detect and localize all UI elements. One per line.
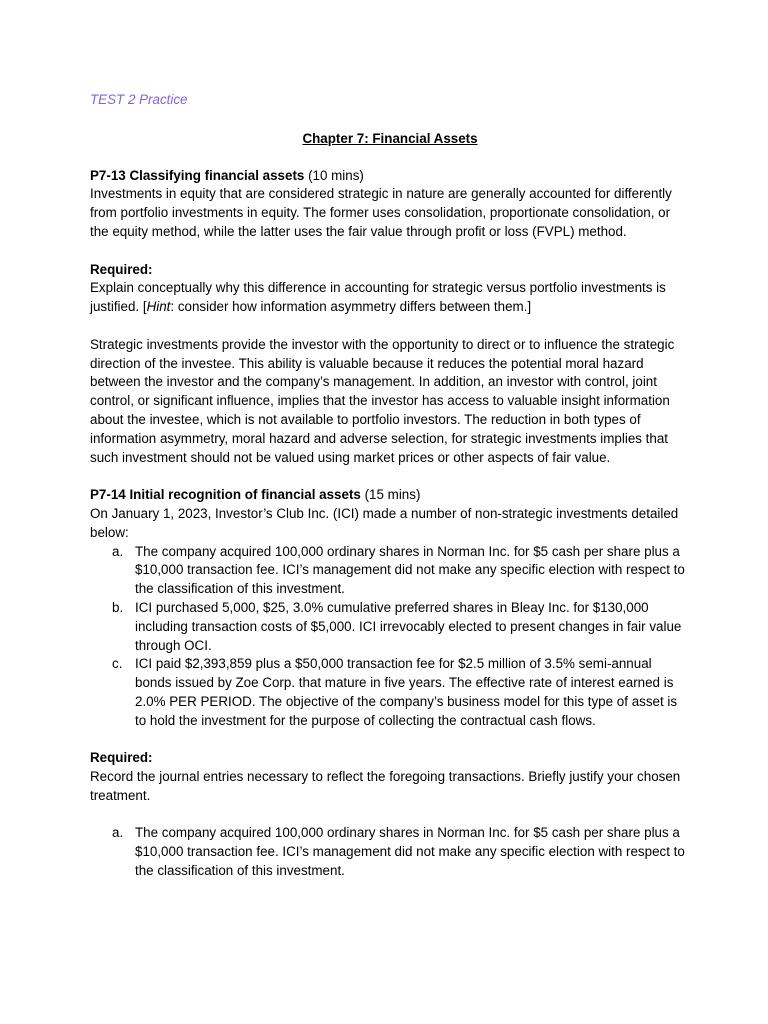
list-marker: b.	[112, 599, 124, 615]
answer-list	[90, 824, 690, 880]
required-label: Required:	[90, 261, 153, 277]
problem-time: (15 mins)	[360, 487, 421, 503]
required-text-part: : consider how information asymmetry differs between them.]	[170, 299, 532, 315]
list-item	[90, 599, 690, 655]
hint-word: Hint	[146, 299, 171, 315]
list-item-text: The company acquired 100,000 ordinary shares in Norman Inc. for $5 cash per share plus a $10,000 transaction fee. ICI’s management did not make any specific election with respect to the classification of this investment.	[135, 825, 685, 879]
list-marker: c.	[112, 656, 123, 672]
list-item-text: The company acquired 100,000 ordinary shares in Norman Inc. for $5 cash per share plus a $10,000 transaction fee. ICI’s management did not make any specific election with respect to the classification of this investment.	[135, 543, 685, 597]
answer-text: Strategic investments provide the investor with the opportunity to direct or to influence the strategic direction of the investee. This ability is valuable because it reduces the potential moral hazard between the investor and the company’s management. In addition, an investor with control, joint control, or significant influence, implies that the investor has access to valuable insight information about the investee, which is not available to portfolio investors. The reduction in both types of information asymmetry, moral hazard and adverse selection, for strategic investments implies that such investment should not be valued using market prices or other aspects of fair value.	[90, 336, 675, 465]
list-marker: a.	[112, 543, 124, 559]
problem-heading-p7-13	[90, 167, 690, 186]
document-subtitle: TEST 2 Practice	[90, 92, 188, 107]
list-item	[90, 824, 690, 880]
problem-body: Investments in equity that are considered strategic in nature are generally accounted for differently from portfolio investments in equity. The former uses consolidation, proportionate consolidation, or the equity method, while the latter uses the fair value through profit or loss (FVPL) method.	[90, 186, 672, 239]
list-item	[90, 655, 690, 730]
list-item	[90, 543, 690, 599]
list-item-text: ICI purchased 5,000, $25, 3.0% cumulative preferred shares in Bleay Inc. for $130,000 including transaction costs of $5,000. ICI irrevocably elected to present changes in fair value through OCI.	[135, 599, 682, 653]
problem-heading-p7-14	[90, 486, 690, 505]
problem-intro: On January 1, 2023, Investor’s Club Inc. (ICI) made a number of non-strategic investments detailed below:	[90, 505, 679, 540]
required-label: Required:	[90, 750, 153, 766]
problem-title: P7-14 Initial recognition of financial assets	[90, 487, 361, 503]
required-text-part: Explain conceptually why this difference in accounting for strategic versus portfolio investments is justified. [	[90, 280, 666, 315]
chapter-title: Chapter 7: Financial Assets	[302, 130, 478, 146]
document-content	[90, 91, 690, 881]
required-text: Record the journal entries necessary to reflect the foregoing transactions. Briefly justify your chosen treatment.	[90, 769, 681, 803]
investment-list	[90, 543, 690, 731]
problem-title: P7-13 Classifying financial assets	[90, 167, 305, 183]
problem-time: (10 mins)	[304, 167, 364, 183]
list-item-text: ICI paid $2,393,859 plus a $50,000 transaction fee for $2.5 million of 3.5% semi-annual bonds issued by Zoe Corp. that mature in five years. The effective rate of interest earned is 2.0% PER PERIOD. The objective of the company’s business model for this type of asset is to hold the investment for the purpose of collecting the contractual cash flows.	[135, 656, 678, 728]
list-marker: a.	[112, 825, 124, 841]
required-text	[90, 279, 690, 317]
